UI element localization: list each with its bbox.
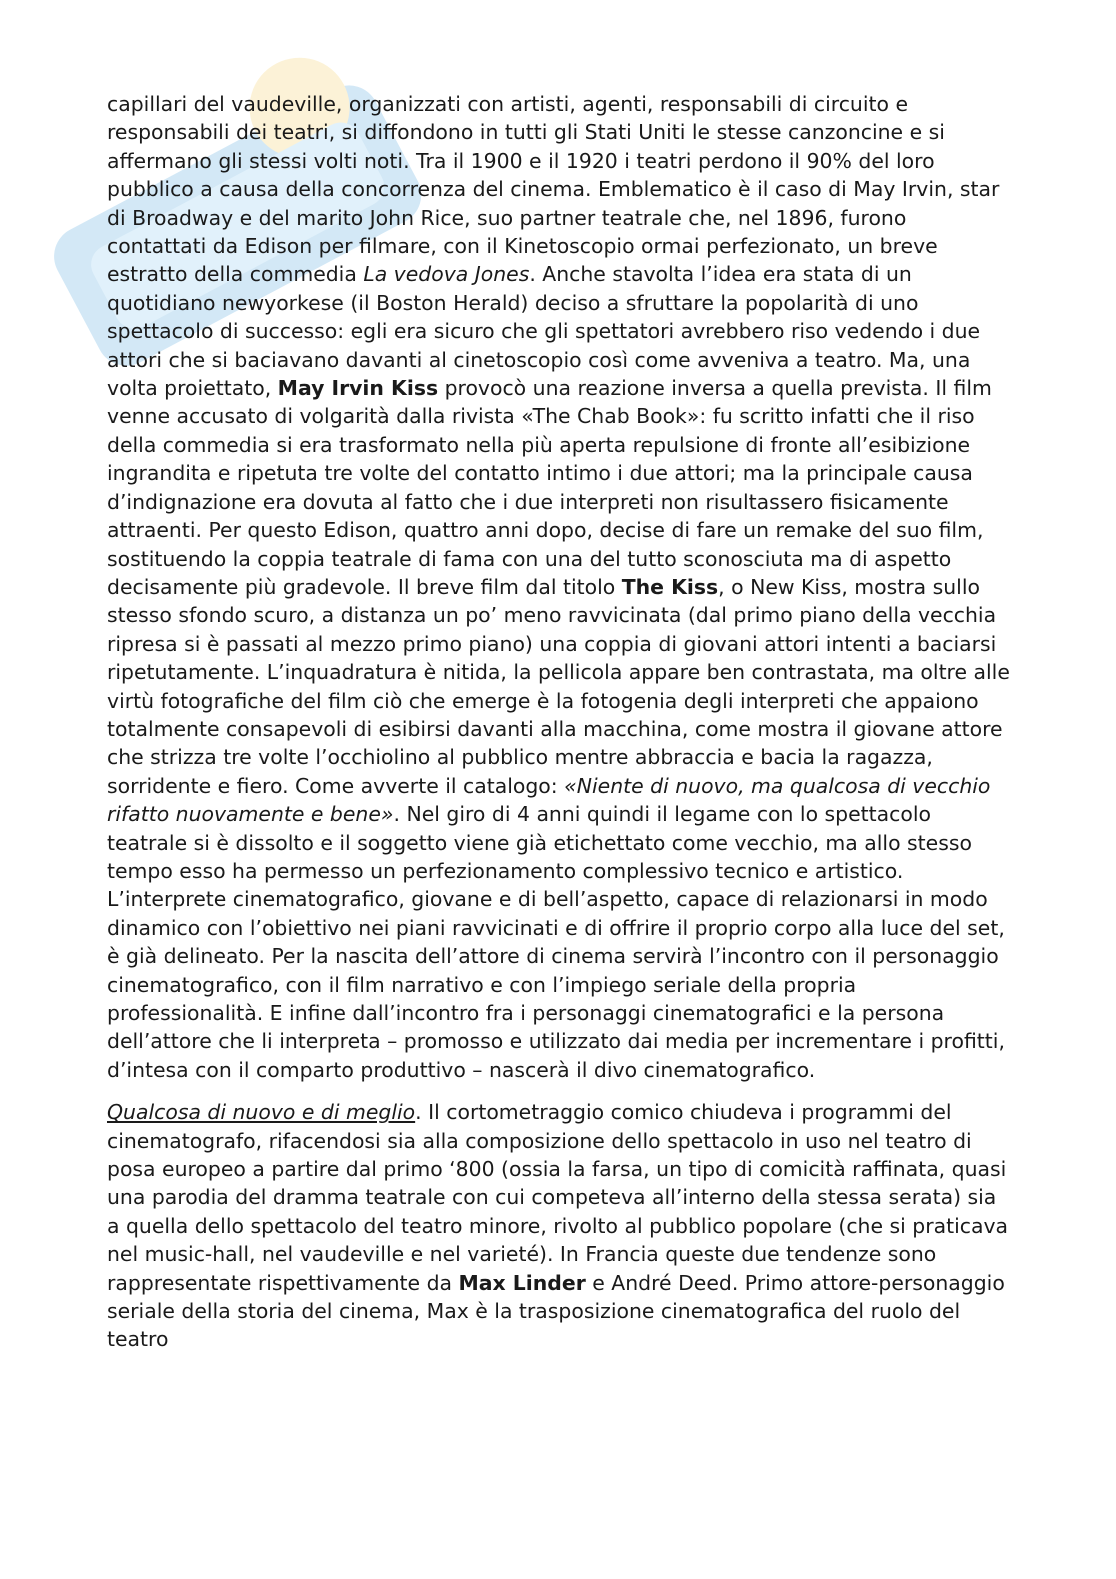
paragraph-1-text: provocò una reazione inversa a quella prevista. Il film venne accusato di volgarità dalla rivista «The Chab Book»: fu scritto infatti che il riso della commedia si era trasformato nella più aperta repulsione di fronte all’esibizione ingrandita e ripetuta tre volte del contatto intimo i due attori; ma la principale causa d’indignazione era dovuta al fatto che i due interpreti non risultassero fisicamente attraenti. Per questo Edison, quattro anni dopo, decise di fare un remake del suo film, sostituendo la coppia teatrale di fama con una del tutto sconosciuta ma di aspetto decisamente più gradevole. Il breve film dal titolo [107,376,992,599]
document-body [107,90,1012,1354]
title-la-vedova-jones: La vedova Jones [363,262,530,287]
film-title-may-irvin-kiss: May Irvin Kiss [277,376,439,401]
section-heading: Qualcosa di nuovo e di meglio [107,1100,416,1125]
catalog-quote: «Niente di nuovo, ma qualcosa di vecchio rifatto nuovamente e bene» [107,773,991,827]
film-title-the-kiss: The Kiss [621,574,719,599]
paragraph-1-text: . Nel giro di 4 anni quindi il legame con lo spettacolo teatrale si è dissolto e il soggetto viene già etichettato come vecchio, ma allo stesso tempo esso ha permesso un perfezionamento complessivo tecnico e artistico. L’interprete cinematografico, giovane e di bell’aspetto, capace di relazionarsi in modo dinamico con l’obiettivo nei piani ravvicinati e di offrire il proprio corpo alla luce del set, è già delineato. Per la nascita dell’attore di cinema servirà l’incontro con il personaggio cinematografico, con il film narrativo e con l’impiego seriale della propria professionalità. E infine dall’incontro fra i personaggi cinematografici e la persona dell’attore che li interpreta – promosso e utilizzato dai media per incrementare i profitti, d’intesa con il comparto produttivo – nascerà il divo cinematografico. [107,802,1005,1082]
name-max-linder: Max Linder [458,1270,586,1295]
paragraph-1-text: . Anche stavolta l’idea era stata di un quotidiano newyorkese (il Boston Herald) deciso a sfruttare la popolarità di uno spettacolo di successo: egli era sicuro che gli spettatori avrebbero riso vedendo i due attori che si baciavano davanti al cinetoscopio così come avveniva a teatro. Ma, una volta proiettato, [107,262,981,401]
paragraph-1 [107,90,1012,1084]
paragraph-2-text: e André Deed. Primo attore-personaggio seriale della storia del cinema, Max è la trasposizione cinematografica del ruolo del teatro [107,1270,1005,1352]
paragraph-2 [107,1098,1012,1354]
paragraph-2-text: . Il cortometraggio comico chiudeva i programmi del cinematografo, rifacendosi sia alla composizione dello spettacolo in uso nel teatro di posa europeo a partire dal primo ‘800 (ossia la farsa, un tipo di comicità raffinata, quasi una parodia del dramma teatrale con cui competeva all’interno della stessa serata) sia a quella dello spettacolo del teatro minore, rivolto al pubblico popolare (che si praticava nel music-hall, nel vaudeville e nel varieté). In Francia queste due tendenze sono rappresentate rispettivamente da [107,1100,1009,1295]
paragraph-1-text: , o New Kiss, mostra sullo stesso sfondo scuro, a distanza un po’ meno ravvicinata (dal primo piano della vecchia ripresa si è passati al mezzo primo piano) una coppia di giovani attori intenti a baciarsi ripetutamente. L’inquadratura è nitida, la pellicola appare ben contrastata, ma oltre alle virtù fotografiche del film ciò che emerge è la fotogenia degli interpreti che appaiono totalmente consapevoli di esibirsi davanti alla macchina, come mostra il giovane attore che strizza tre volte l’occhiolino al pubblico mentre abbraccia e bacia la ragazza, sorridente e fiero. Come avverte il catalogo: [107,574,1010,798]
paragraph-1-text: capillari del vaudeville, organizzati con artisti, agenti, responsabili di circuito e responsabili dei teatri, si diffondono in tutti gli Stati Uniti le stesse canzoncine e si affermano gli stessi volti noti. Tra il 1900 e il 1920 i teatri perdono il 90% del loro pubblico a causa della concorrenza del cinema. Emblematico è il caso di May Irvin, star di Broadway e del marito John Rice, suo partner teatrale che, nel 1896, furono contattati da Edison per filmare, con il Kinetoscopio ormai perfezionato, un breve estratto della commedia [107,92,1000,287]
